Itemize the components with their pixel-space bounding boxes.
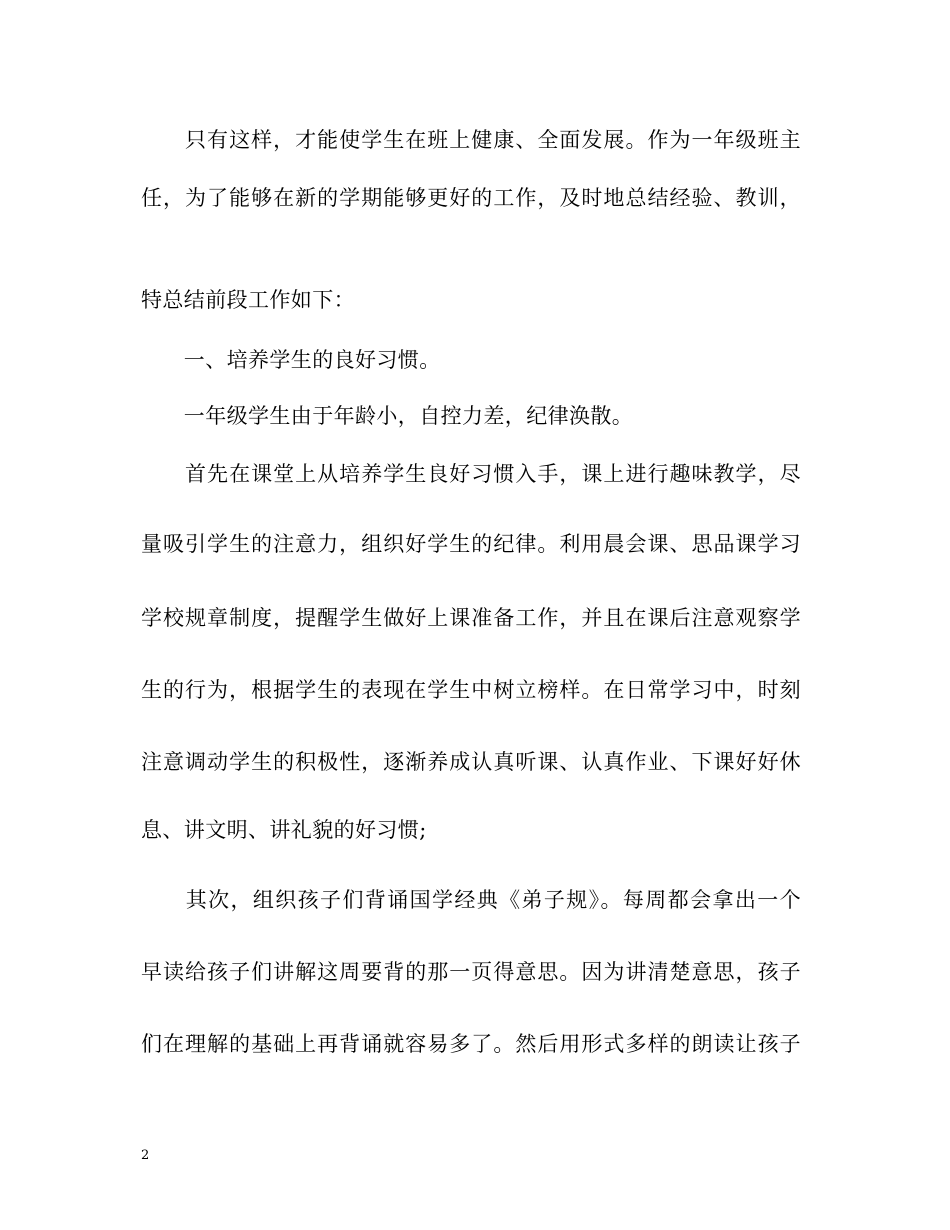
text-line: 注意调动学生的积极性，逐渐养成认真听课、认真作业、下课好好休 (141, 750, 801, 774)
text-line: 早读给孩子们讲解这周要背的那一页得意思。因为讲清楚意思，孩子 (141, 960, 801, 984)
text-line: 其次，组织孩子们背诵国学经典《弟子规》。每周都会拿出一个 (141, 888, 801, 912)
text-line: 一年级学生由于年龄小，自控力差，纪律涣散。 (141, 404, 634, 428)
text-line: 息、讲文明、讲礼貌的好习惯; (141, 818, 427, 842)
text-line: 量吸引学生的注意力，组织好学生的纪律。利用晨会课、思品课学习 (141, 532, 801, 556)
text-line: 学校规章制度，提醒学生做好上课准备工作，并且在课后注意观察学 (141, 606, 801, 630)
text-line: 只有这样，才能使学生在班上健康、全面发展。作为一年级班主 (141, 128, 801, 152)
text-line: 一、培养学生的良好习惯。 (141, 348, 441, 372)
text-line: 首先在课堂上从培养学生良好习惯入手，课上进行趣味教学，尽 (141, 462, 801, 486)
page-number: 2 (141, 1148, 150, 1163)
text-line: 生的行为，根据学生的表现在学生中树立榜样。在日常学习中，时刻 (141, 678, 801, 702)
text-line: 任，为了能够在新的学期能够更好的工作，及时地总结经验、教训， (141, 186, 801, 210)
text-line: 们在理解的基础上再背诵就容易多了。然后用形式多样的朗读让孩子 (141, 1032, 801, 1056)
text-line: 特总结前段工作如下： (141, 288, 355, 312)
